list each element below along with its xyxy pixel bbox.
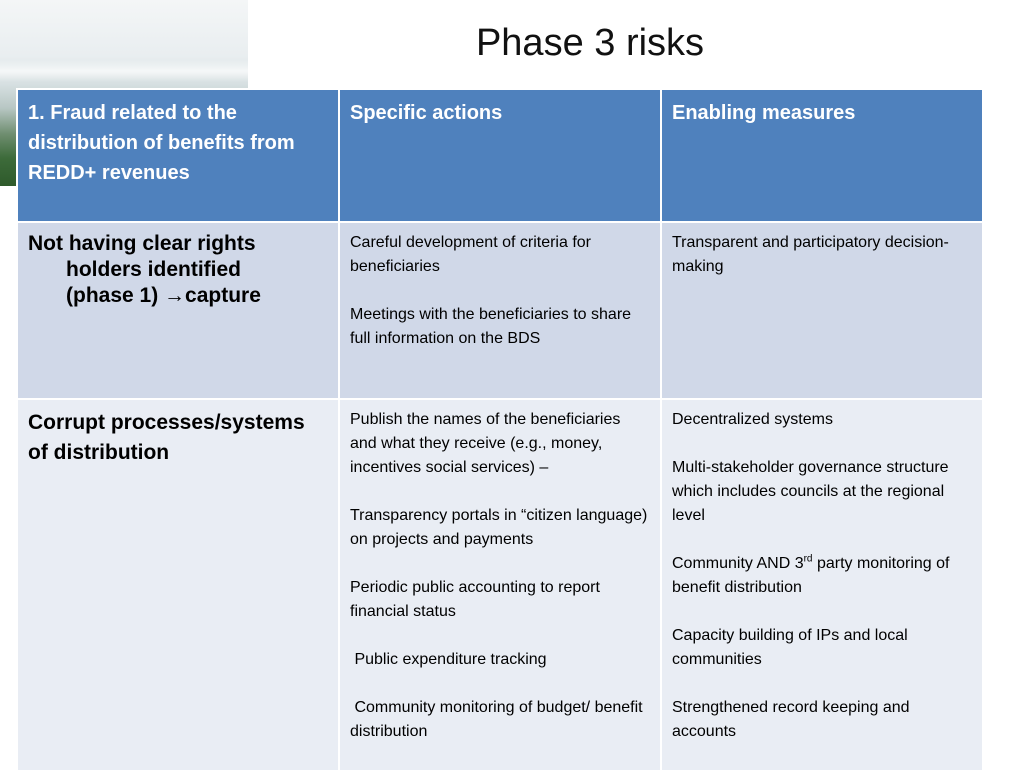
action-item: Meetings with the beneficiaries to share full information on the BDS	[350, 306, 632, 347]
measure-item: Community AND 3rd party monitoring of benefit distribution	[672, 553, 950, 596]
measure-item: Multi-stakeholder governance structure which includes councils at the regional level	[672, 459, 949, 524]
measure-item: Transparent and participatory decision-making	[672, 234, 949, 275]
header-risk: 1. Fraud related to the distribution of benefits from REDD+ revenues	[17, 89, 339, 222]
risk-text: Not having clear rights	[28, 232, 256, 255]
measure-item: Decentralized systems	[672, 411, 833, 428]
risk-table	[16, 88, 984, 772]
slide-title: Phase 3 risks	[475, 22, 705, 64]
header-actions: Specific actions	[339, 89, 661, 222]
action-item: Careful development of criteria for beneficiaries	[350, 234, 591, 275]
action-item: Community monitoring of budget/ benefit distribution	[350, 699, 648, 740]
action-item: Publish the names of the beneficiaries and what they receive (e.g., money, incentives social services) –	[350, 411, 621, 476]
measures-cell	[661, 399, 983, 771]
measure-item: Strengthened record keeping and accounts	[672, 699, 910, 740]
actions-cell	[339, 399, 661, 771]
action-item: Public expenditure tracking	[350, 651, 547, 668]
table-header-row	[17, 89, 983, 222]
action-item: Periodic public accounting to report financial status	[350, 579, 600, 620]
measure-item: Capacity building of IPs and local communities	[672, 627, 908, 668]
risk-cell	[17, 222, 339, 399]
arrow-right-icon: →	[164, 284, 186, 307]
header-measures: Enabling measures	[661, 89, 983, 222]
table-row	[17, 222, 983, 399]
risk-text: capture	[185, 284, 261, 307]
action-item: Transparency portals in “citizen language) on projects and payments	[350, 507, 648, 548]
measures-cell	[661, 222, 983, 399]
risk-text: holders identified	[66, 258, 242, 281]
actions-cell	[339, 222, 661, 399]
risk-cell	[17, 399, 339, 771]
risk-text: (phase 1)	[66, 284, 165, 307]
risk-text: Corrupt processes/systems of distribution	[28, 411, 305, 464]
table-row	[17, 399, 983, 771]
